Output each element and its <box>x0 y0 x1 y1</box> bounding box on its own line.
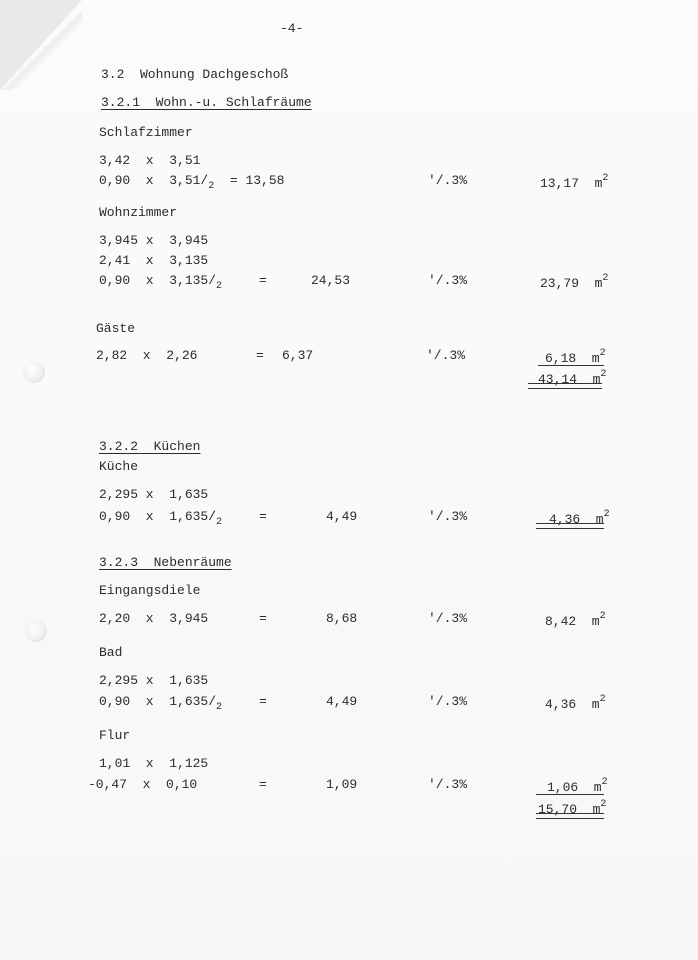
formula-line: 3,42 x 3,51 <box>99 153 201 168</box>
reduction-percent: '/.3% <box>428 694 468 709</box>
double-underline <box>536 523 604 529</box>
equals-sign: = <box>259 611 267 626</box>
reduction-percent: '/.3% <box>426 348 466 363</box>
double-underline <box>536 813 604 819</box>
formula-line: 0,90 x $1,635/_2$ <box>99 694 223 713</box>
formula-line: 3,945 x 3,945 <box>99 233 209 248</box>
formula-line: -0,47 x 0,10 <box>88 777 198 792</box>
sum-line <box>538 365 604 366</box>
room-label-gaeste: Gäste <box>96 321 136 336</box>
area-result: 13,17 $m^2$ <box>540 173 609 191</box>
subsection-title-nebenraeume: 3.2.3 Nebenräume <box>99 555 232 570</box>
equals-sign: = <box>259 509 267 524</box>
area-result: 6,18 $m^2$ <box>545 348 606 366</box>
formula-line: 2,20 x 3,945 <box>99 611 209 626</box>
double-underline <box>528 383 602 389</box>
punch-hole-bottom <box>25 620 47 642</box>
gross-area: 24,53 <box>311 273 351 288</box>
room-label-schlafzimmer: Schlafzimmer <box>99 125 193 140</box>
formula-line: 2,295 x 1,635 <box>99 673 209 688</box>
equals-sign: = <box>259 777 267 792</box>
sum-line <box>536 794 604 795</box>
gross-area: 1,09 <box>326 777 358 792</box>
equals-sign: = <box>256 348 264 363</box>
fold-shadow <box>0 0 82 90</box>
equals-sign: = <box>259 273 267 288</box>
subtotal-result: 15,70 $m^2$ <box>538 799 607 817</box>
formula-line: 2,82 x 2,26 <box>96 348 198 363</box>
formula-line: 2,295 x 1,635 <box>99 487 209 502</box>
gross-area: 4,49 <box>326 509 358 524</box>
subsection-title-wohn-schlaf: 3.2.1 Wohn.-u. Schlafräume <box>101 95 312 110</box>
room-label-bad: Bad <box>99 645 123 660</box>
gross-area: 4,49 <box>326 694 358 709</box>
reduction-percent: '/.3% <box>428 509 468 524</box>
room-label-flur: Flur <box>99 728 131 743</box>
formula-line: 0,90 x $3,135/_2$ <box>99 273 223 292</box>
reduction-percent: '/.3% <box>428 273 468 288</box>
formula-line: 1,01 x 1,125 <box>99 756 209 771</box>
area-result: 23,79 $m^2$ <box>540 273 609 291</box>
area-result: 8,42 $m^2$ <box>545 611 606 629</box>
gross-area: 6,37 <box>282 348 314 363</box>
reduction-percent: '/.3% <box>428 777 468 792</box>
reduction-percent: '/.3% <box>428 611 468 626</box>
formula-line: 2,41 x 3,135 <box>99 253 209 268</box>
subsection-title-kuechen: 3.2.2 Küchen <box>99 439 201 454</box>
punch-hole-top <box>23 361 45 383</box>
equals-sign: = <box>259 694 267 709</box>
area-result: 4,36 $m^2$ <box>549 509 610 527</box>
formula-line: 0,90 x $3,51/_2 = 13,58$ <box>99 173 285 192</box>
area-result: 4,36 $m^2$ <box>545 694 606 712</box>
room-label-kueche: Küche <box>99 459 139 474</box>
formula-line: 0,90 x $1,635/_2$ <box>99 509 223 528</box>
subtotal-result: 43,14 $m^2$ <box>538 369 607 387</box>
section-title: 3.2 Wohnung Dachgeschoß <box>101 67 289 82</box>
reduction-percent: '/.3% <box>428 173 468 188</box>
room-label-wohnzimmer: Wohnzimmer <box>99 205 178 220</box>
room-label-eingangsdiele: Eingangsdiele <box>99 583 201 598</box>
area-result: 1,06 $m^2$ <box>547 777 608 795</box>
page-number: -4- <box>280 21 304 36</box>
gross-area: 8,68 <box>326 611 358 626</box>
